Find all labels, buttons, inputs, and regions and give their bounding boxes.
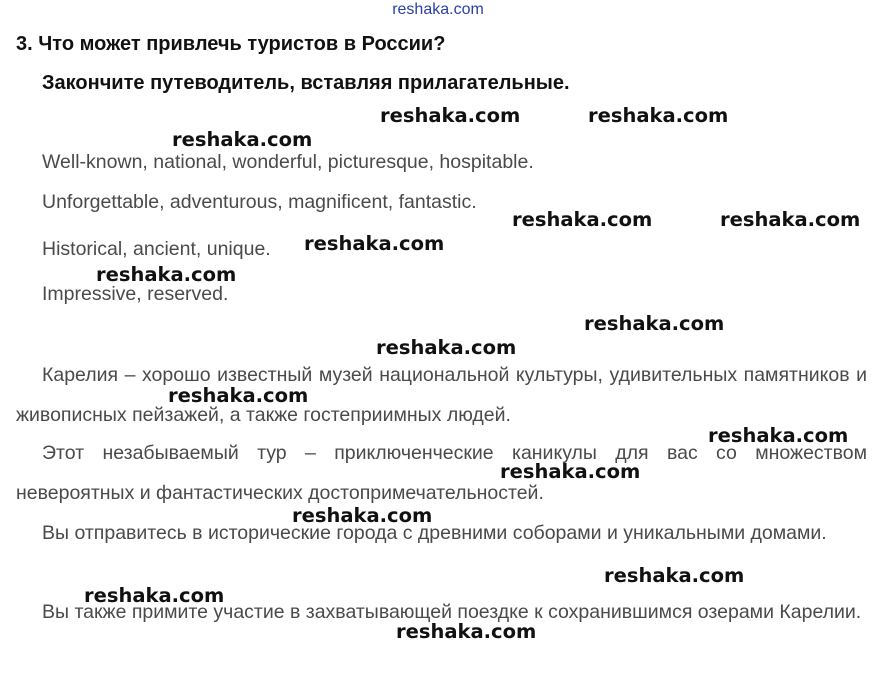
adjective-group-3: Historical, ancient, unique. [42, 238, 271, 260]
watermark: reshaka.com [292, 504, 433, 527]
task-title: 3. Что может привлечь туристов в России? [16, 33, 446, 55]
watermark: reshaka.com [604, 564, 745, 587]
watermark: reshaka.com [380, 104, 521, 127]
watermark: reshaka.com [500, 460, 641, 483]
watermark: reshaka.com [376, 336, 517, 359]
watermark: reshaka.com [96, 263, 237, 286]
watermark: reshaka.com [304, 232, 445, 255]
adjective-group-1: Well-known, national, wonderful, picturesque, hospitable. [42, 151, 534, 173]
watermark: reshaka.com [512, 208, 653, 231]
watermark: reshaka.com [708, 424, 849, 447]
watermark: reshaka.com [588, 104, 729, 127]
watermark: reshaka.com [168, 384, 309, 407]
watermark: reshaka.com [172, 128, 313, 151]
adjective-group-2: Unforgettable, adventurous, magnificent, fantastic. [42, 191, 477, 213]
paragraph-trip: Вы также примите участие в захватывающей поездке к сохранившимся озерами Карелии. [42, 601, 862, 623]
watermark: reshaka.com [396, 620, 537, 643]
watermark: reshaka.com [84, 584, 225, 607]
watermark: reshaka.com [584, 312, 725, 335]
adjective-group-4: Impressive, reserved. [42, 283, 229, 305]
task-instruction: Закончите путеводитель, вставляя прилагательные. [42, 72, 570, 94]
paragraph-tour: Этот незабываемый тур – приключенческие каникулы для вас со множеством невероятных и фантастических достопримечательностей. [16, 442, 867, 504]
paragraph-cities: Вы отправитесь в исторические города с древними соборами и уникальными домами. [42, 522, 827, 544]
header-watermark: reshaka.com [392, 1, 484, 18]
watermark: reshaka.com [720, 208, 861, 231]
paragraph-karelia: Карелия – хорошо известный музей национальной культуры, удивительных памятников и живописных пейзажей, а также гостеприимных людей. [16, 364, 867, 426]
